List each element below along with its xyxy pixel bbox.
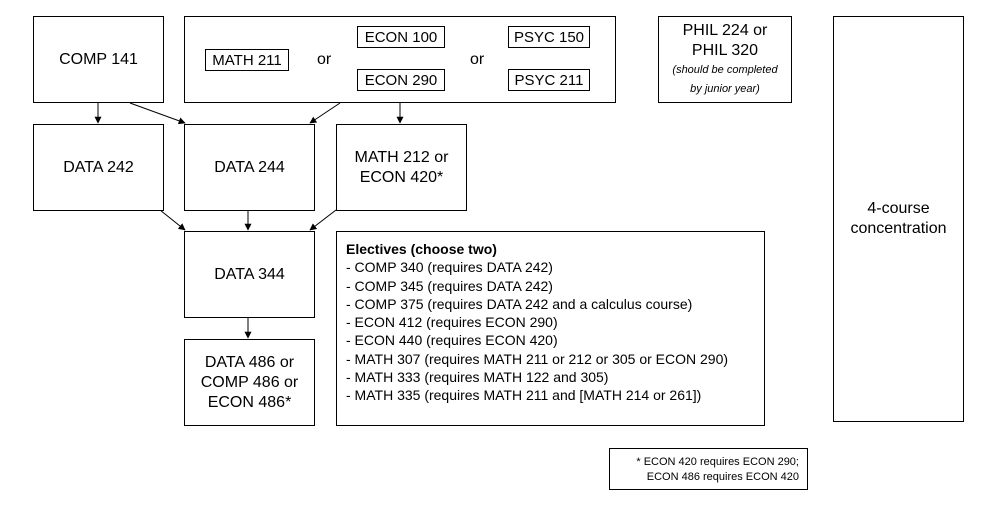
course-box-math211 bbox=[205, 49, 289, 71]
arrow-comp141-to-data244 bbox=[130, 103, 185, 123]
course-box-data242 bbox=[33, 124, 164, 211]
elective-item: - MATH 307 (requires MATH 211 or 212 or 305 or ECON 290) bbox=[346, 350, 729, 367]
electives-title: Electives (choose two) bbox=[346, 241, 497, 257]
course-box-econ100 bbox=[357, 26, 445, 48]
elective-item: - COMP 375 (requires DATA 242 and a calculus course) bbox=[346, 295, 693, 312]
footnote-box: * ECON 420 requires ECON 290; ECON 486 requires ECON 420 bbox=[609, 448, 808, 490]
course-box-phil bbox=[658, 16, 792, 103]
course-label: MATH 212 or ECON 420* bbox=[354, 148, 449, 186]
or-connector: or bbox=[470, 51, 485, 68]
course-label: MATH 211 bbox=[212, 51, 282, 69]
arrow-math212-to-data344 bbox=[310, 210, 336, 230]
course-label: ECON 100 bbox=[364, 28, 438, 46]
course-label: 4-course concentration bbox=[850, 200, 947, 237]
course-box-econ290 bbox=[357, 69, 445, 91]
course-box-psyc150 bbox=[508, 26, 590, 48]
elective-item: - COMP 345 (requires DATA 242) bbox=[346, 277, 553, 294]
elective-item: - MATH 335 (requires MATH 211 and [MATH 214 or 261]) bbox=[346, 387, 702, 404]
or-connector: or bbox=[317, 51, 332, 68]
prerequisite-group-box bbox=[184, 16, 616, 103]
course-label: PSYC 211 bbox=[514, 71, 584, 89]
elective-item: - ECON 440 (requires ECON 420) bbox=[346, 332, 558, 349]
elective-item: - MATH 333 (requires MATH 122 and 305) bbox=[346, 369, 609, 386]
course-label: ECON 290 bbox=[364, 71, 438, 89]
course-box-data344 bbox=[184, 231, 315, 318]
course-label: COMP 141 bbox=[59, 50, 138, 68]
course-box-capstone bbox=[184, 339, 315, 426]
course-label: DATA 486 or COMP 486 or ECON 486* bbox=[200, 353, 299, 411]
course-box-data244 bbox=[184, 124, 315, 211]
elective-item: - COMP 340 (requires DATA 242) bbox=[346, 259, 553, 276]
course-box-math212-econ420 bbox=[336, 124, 467, 211]
course-label: DATA 344 bbox=[214, 265, 285, 283]
elective-item: - ECON 412 (requires ECON 290) bbox=[346, 314, 558, 331]
arrow-prereq-to-data244 bbox=[310, 103, 340, 123]
course-label: PSYC 150 bbox=[513, 28, 585, 46]
electives-box bbox=[336, 231, 765, 426]
course-box-concentration bbox=[833, 16, 964, 422]
phil-timing-note: (should be completed by junior year) bbox=[672, 63, 778, 95]
course-label: DATA 242 bbox=[63, 158, 134, 176]
electives-list bbox=[346, 258, 756, 404]
course-box-psyc211 bbox=[508, 69, 590, 91]
course-label: PHIL 224 or PHIL 320 bbox=[682, 21, 768, 59]
arrow-data242-to-data344 bbox=[160, 210, 185, 230]
course-label: DATA 244 bbox=[214, 158, 285, 176]
course-box-comp141 bbox=[33, 16, 164, 103]
